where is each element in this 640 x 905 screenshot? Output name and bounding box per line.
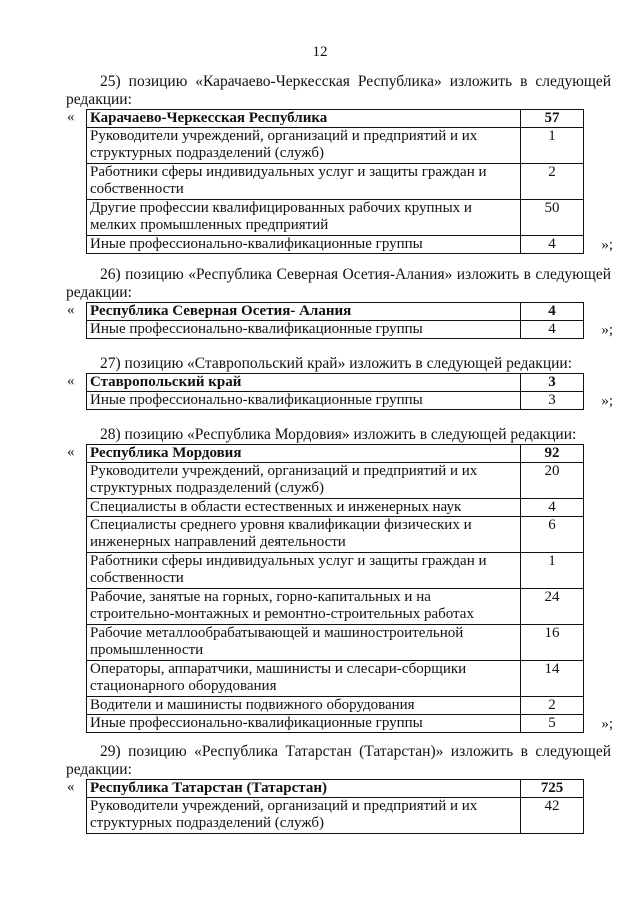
category-value: 4 [521,499,584,517]
opening-quote: « [67,109,75,125]
table-row [87,517,584,553]
section-intro: 26) позицию «Республика Северная Осетия-Алания» изложить в следующей редакции: [66,266,611,301]
section-28 [66,426,611,733]
amendment-table [86,109,584,254]
table-row [87,128,584,164]
category-name: Иные профессионально-квалификационные группы [87,321,521,339]
amendment-table-wrapper [67,109,613,254]
category-value: 3 [521,392,584,410]
section-intro: 25) позицию «Карачаево-Черкесская Республика» изложить в следующей редакции: [66,73,611,108]
category-value: 16 [521,625,584,661]
section-intro: 28) позицию «Республика Мордовия» изложить в следующей редакции: [100,426,577,443]
table-row [87,463,584,499]
category-value: 14 [521,661,584,697]
amendment-table-wrapper [67,302,613,339]
region-total: 725 [521,780,584,798]
region-total: 57 [521,110,584,128]
closing-quote: »; [601,237,613,253]
category-name: Работники сферы индивидуальных услуг и защиты граждан и собственности [87,553,521,589]
table-row [87,392,584,410]
section-intro: 27) позицию «Ставропольский край» изложить в следующей редакции: [100,355,573,372]
table-row [87,321,584,339]
closing-quote: »; [601,716,613,732]
opening-quote: « [67,302,75,318]
amendment-table [86,302,584,339]
category-value: 42 [521,798,584,834]
table-row [87,715,584,733]
amendment-table-wrapper [67,373,613,410]
category-value: 6 [521,517,584,553]
category-value: 4 [521,236,584,254]
category-name: Специалисты в области естественных и инженерных наук [87,499,521,517]
amendment-table-wrapper [67,779,584,834]
category-value: 5 [521,715,584,733]
table-header-row [87,374,584,392]
region-name: Республика Северная Осетия- Алания [87,303,521,321]
category-name: Работники сферы индивидуальных услуг и защиты граждан и собственности [87,164,521,200]
category-value: 1 [521,128,584,164]
category-name: Руководители учреждений, организаций и предприятий и их структурных подразделений (служб) [87,128,521,164]
region-name: Республика Мордовия [87,445,521,463]
region-total: 92 [521,445,584,463]
table-row [87,589,584,625]
category-value: 50 [521,200,584,236]
table-header-row [87,780,584,798]
amendment-table [86,779,584,834]
category-name: Рабочие, занятые на горных, горно-капитальных и на строительно-монтажных и ремонтно-строительных работах [87,589,521,625]
section-intro: 29) позицию «Республика Татарстан (Татарстан)» изложить в следующей редакции: [66,743,611,778]
category-name: Иные профессионально-квалификационные группы [87,392,521,410]
category-name: Специалисты среднего уровня квалификации физических и инженерных направлений деятельности [87,517,521,553]
region-name: Ставропольский край [87,374,521,392]
table-row [87,798,584,834]
category-name: Руководители учреждений, организаций и предприятий и их структурных подразделений (служб) [87,463,521,499]
amendment-table [86,444,584,733]
category-name: Иные профессионально-квалификационные группы [87,715,521,733]
category-value: 2 [521,164,584,200]
section-29 [66,743,611,834]
page-number: 12 [312,44,328,60]
table-row [87,499,584,517]
amendment-table-wrapper [67,444,613,733]
closing-quote: »; [601,393,613,409]
table-row [87,625,584,661]
table-header-row [87,303,584,321]
category-name: Другие профессии квалифицированных рабочих крупных и мелких промышленных предприятий [87,200,521,236]
closing-quote: »; [601,322,613,338]
region-total: 4 [521,303,584,321]
region-total: 3 [521,374,584,392]
amendment-table [86,373,584,410]
section-26 [66,266,611,339]
opening-quote: « [67,373,75,389]
table-row [87,553,584,589]
category-name: Руководители учреждений, организаций и предприятий и их структурных подразделений (служб) [87,798,521,834]
opening-quote: « [67,779,75,795]
category-name: Водители и машинисты подвижного оборудования [87,697,521,715]
table-row [87,200,584,236]
table-row [87,697,584,715]
category-name: Операторы, аппаратчики, машинисты и слесари-сборщики стационарного оборудования [87,661,521,697]
category-name: Иные профессионально-квалификационные группы [87,236,521,254]
table-row [87,164,584,200]
category-value: 20 [521,463,584,499]
category-value: 2 [521,697,584,715]
section-25 [66,73,611,254]
opening-quote: « [67,444,75,460]
category-value: 1 [521,553,584,589]
category-value: 24 [521,589,584,625]
region-name: Карачаево-Черкесская Республика [87,110,521,128]
category-value: 4 [521,321,584,339]
table-row [87,661,584,697]
section-27 [66,355,611,410]
table-header-row [87,445,584,463]
region-name: Республика Татарстан (Татарстан) [87,780,521,798]
table-header-row [87,110,584,128]
table-row [87,236,584,254]
category-name: Рабочие металлообрабатывающей и машиностроительной промышленности [87,625,521,661]
